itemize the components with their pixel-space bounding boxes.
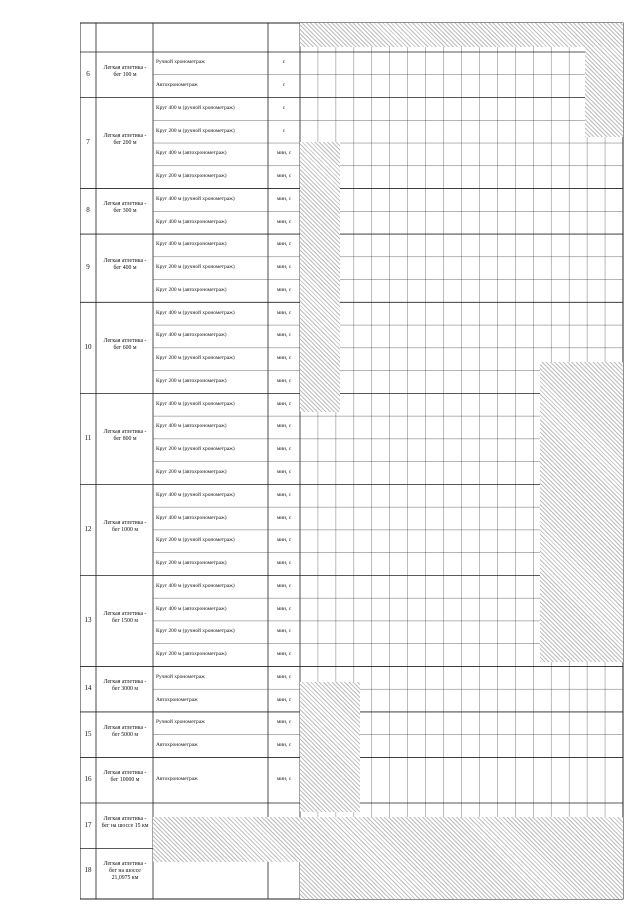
discipline-label: Ручной хронометраж	[156, 719, 205, 726]
row-number: 7	[86, 138, 90, 147]
event-label: Легкая атлетика - бег 3000 м	[103, 679, 147, 693]
event-label: Легкая атлетика - бег 100 м	[103, 64, 147, 78]
unit-label: мин, с	[276, 673, 292, 680]
discipline-label: Автохронометраж	[156, 696, 198, 703]
shaded-block-c	[300, 682, 360, 812]
unit-label: мин, с	[276, 173, 292, 180]
row-number: 10	[84, 342, 92, 351]
discipline-label: Круг 400 м (ручной хронометраж)	[156, 582, 235, 589]
event-label: Легкая атлетика - бег 10000 м	[103, 770, 147, 784]
discipline-label: Круг 200 м (автохронометраж)	[156, 173, 227, 180]
unit-label: мин, с	[276, 651, 292, 658]
discipline-label: Автохронометраж	[156, 742, 198, 749]
unit-label: мин, с	[276, 355, 292, 362]
discipline-label: Ручной хронометраж	[156, 59, 205, 66]
discipline-label: Автохронометраж	[156, 776, 198, 783]
unit-label: с	[282, 59, 286, 66]
discipline-label: Круг 200 м (ручной хронометраж)	[156, 537, 235, 544]
discipline-label: Круг 200 м (автохронометраж)	[156, 286, 227, 293]
event-label: Легкая атлетика - бег 1500 м	[103, 610, 147, 624]
unit-label: мин, с	[276, 605, 292, 612]
unit-label: мин, с	[276, 309, 292, 316]
unit-label: мин, с	[276, 696, 292, 703]
unit-label: мин, с	[276, 195, 292, 202]
discipline-label: Круг 400 м (ручной хронометраж)	[156, 491, 235, 498]
shaded-block-a	[300, 142, 340, 412]
unit-label: мин, с	[276, 377, 292, 384]
unit-label: мин, с	[276, 582, 292, 589]
discipline-label: Круг 200 м (ручной хронометраж)	[156, 628, 235, 635]
discipline-label: Ручной хронометраж	[156, 673, 205, 680]
row-number: 11	[84, 433, 92, 442]
row-number: 6	[86, 69, 90, 78]
event-label: Легкая атлетика - бег 5000 м	[103, 724, 147, 738]
discipline-label: Круг 400 м (автохронометраж)	[156, 423, 227, 430]
unit-label: мин, с	[276, 537, 292, 544]
discipline-label: Круг 200 м (ручной хронометраж)	[156, 264, 235, 271]
row-number: 15	[84, 729, 92, 738]
discipline-label: Круг 200 м (автохронометраж)	[156, 560, 227, 567]
unit-label: с	[282, 127, 286, 134]
event-label: Легкая атлетика - бег 400 м	[103, 258, 147, 272]
row-number: 18	[84, 866, 92, 875]
discipline-label: Круг 200 м (ручной хронометраж)	[156, 355, 235, 362]
unit-label: мин, с	[276, 150, 292, 157]
unit-label: мин, с	[276, 742, 292, 749]
row-number: 9	[86, 263, 90, 272]
shaded-block-b	[540, 362, 623, 662]
discipline-label: Круг 400 м (ручной хронометраж)	[156, 195, 235, 202]
discipline-label: Круг 200 м (автохронометраж)	[156, 651, 227, 658]
discipline-label: Круг 400 м (автохронометраж)	[156, 241, 227, 248]
discipline-label: Круг 400 м (ручной хронометраж)	[156, 104, 235, 111]
row-number: 12	[84, 524, 92, 533]
unit-label: мин, с	[276, 469, 292, 475]
unit-label: мин, с	[276, 286, 292, 293]
unit-label: мин, с	[276, 332, 292, 339]
row-number: 16	[84, 775, 92, 784]
unit-label: мин, с	[276, 400, 292, 407]
discipline-label: Круг 400 м (автохронометраж)	[156, 332, 227, 339]
unit-label: мин, с	[276, 264, 292, 271]
unit-label: мин, с	[276, 719, 292, 726]
unit-label: мин, с	[276, 491, 292, 498]
unit-label: мин, с	[276, 560, 292, 567]
discipline-label: Круг 400 м (ручной хронометраж)	[156, 400, 235, 407]
discipline-label: Круг 200 м (автохронометраж)	[156, 469, 227, 475]
unit-label: мин, с	[276, 241, 292, 248]
event-label: Легкая атлетика - бег 600 м	[103, 337, 147, 351]
row-number: 17	[84, 820, 92, 829]
discipline-label: Круг 200 м (автохронометраж)	[156, 377, 227, 384]
discipline-label: Круг 400 м (ручной хронометраж)	[156, 309, 235, 316]
event-label: Легкая атлетика - бег на шоссе 15 км	[101, 815, 149, 829]
unit-label: мин, с	[276, 514, 292, 521]
unit-label: с	[282, 104, 286, 111]
discipline-label: Круг 400 м (автохронометраж)	[156, 150, 227, 157]
discipline-label: Круг 200 м (ручной хронометраж)	[156, 127, 235, 134]
shaded-block-e	[300, 817, 623, 899]
event-label: Легкая атлетика - бег 1000 м	[103, 519, 147, 533]
unit-label: с	[282, 82, 286, 89]
shaded-band-top	[300, 23, 623, 47]
discipline-label: Круг 400 м (автохронометраж)	[156, 514, 227, 521]
row-number: 13	[84, 615, 92, 624]
event-label: Легкая атлетика - бег на шоссе 21,0975 км	[103, 861, 147, 882]
unit-label: мин, с	[276, 446, 292, 453]
discipline-label: Автохронометраж	[156, 82, 198, 89]
unit-label: мин, с	[276, 423, 292, 430]
row-number: 14	[84, 684, 92, 693]
scanned-table	[80, 22, 625, 900]
discipline-label: Круг 400 м (автохронометраж)	[156, 218, 227, 225]
discipline-label: Круг 200 м (ручной хронометраж)	[156, 446, 235, 453]
event-label: Легкая атлетика - бег 300 м	[103, 201, 147, 215]
discipline-label: Круг 400 м (автохронометраж)	[156, 605, 227, 612]
unit-label: мин, с	[276, 776, 292, 783]
row-number: 8	[86, 206, 90, 215]
event-label: Легкая атлетика - бег 200 м	[103, 133, 147, 147]
shaded-band-right	[585, 47, 623, 137]
event-label: Легкая атлетика - бег 800 м	[103, 428, 147, 442]
unit-label: мин, с	[276, 218, 292, 225]
unit-label: мин, с	[276, 628, 292, 635]
shaded-block-d	[153, 817, 300, 862]
